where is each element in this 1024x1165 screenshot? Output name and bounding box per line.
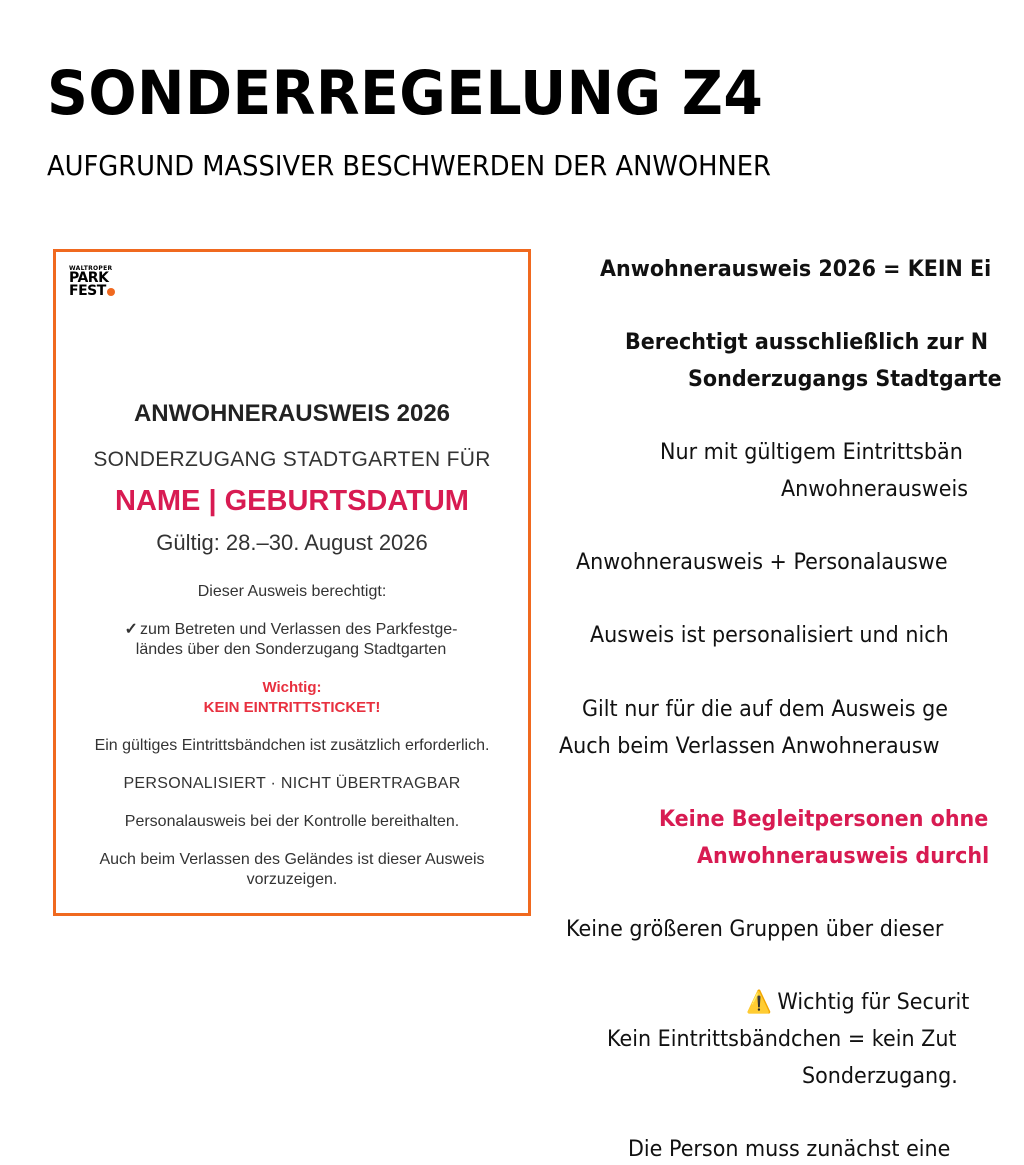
pass-subtitle: SONDERZUGANG STADTGARTEN FÜR <box>93 448 491 471</box>
rule-no-groups: Keine größeren Gruppen über dieser <box>566 917 944 942</box>
rule-no-ticket: Anwohnerausweis 2026 = KEIN Ei <box>600 257 992 282</box>
rule-security-line-2: Kein Eintrittsbändchen = kein Zut <box>607 1027 957 1052</box>
logo-dot-icon <box>107 288 115 296</box>
rule-security-line-3: Sonderzugang. <box>802 1064 958 1089</box>
rule-valid-persons-line-2: Auch beim Verlassen Anwohnerausw <box>559 734 940 759</box>
pass-personalized-note: PERSONALISIERT · NICHT ÜBERTRAGBAR <box>123 775 461 792</box>
rule-security-label: Wichtig für Securit <box>777 990 970 1015</box>
pass-valid-dates: Gültig: 28.–30. August 2026 <box>156 530 428 555</box>
resident-pass-card <box>53 249 531 916</box>
page-subtitle: AUFGRUND MASSIVER BESCHWERDEN DER ANWOHNER <box>47 149 771 182</box>
logo-line-2: FEST <box>69 285 115 298</box>
logo-small-text: WALTROPER <box>69 265 113 272</box>
pass-no-ticket-warning: KEIN EINTRITTSTICKET! <box>203 699 381 716</box>
rule-person-must: Die Person muss zunächst eine <box>628 1137 951 1162</box>
rule-no-companions-line-1: Keine Begleitpersonen ohne <box>659 807 989 832</box>
pass-important-label: Wichtig: <box>262 679 322 696</box>
pass-entitlement-item <box>106 620 476 660</box>
warning-icon: ⚠️ <box>746 990 772 1015</box>
pass-id-note: Personalausweis bei der Kontrolle bereithalten. <box>124 813 460 830</box>
pass-entitlement-text: zum Betreten und Verlassen des Parkfestge-ländes über den Sonderzugang Stadtgarten <box>135 621 458 658</box>
parkfest-logo <box>69 266 115 298</box>
pass-leave-note: Auch beim Verlassen des Geländes ist dieser Ausweis vorzuzeigen. <box>99 851 485 888</box>
rule-wristband-line-2: Anwohnerausweis <box>781 477 968 502</box>
rules-column <box>544 0 1024 1165</box>
rule-valid-persons-line-1: Gilt nur für die auf dem Ausweis ge <box>582 697 948 722</box>
rule-id-required: Anwohnerausweis + Personalauswe <box>576 550 948 575</box>
page-title: SONDERREGELUNG Z4 <box>47 58 764 129</box>
rule-entitlement-line-1: Berechtigt ausschließlich zur N <box>625 330 989 355</box>
pass-name-line: NAME | GEBURTSDATUM <box>115 485 469 517</box>
rule-security-heading <box>746 989 969 1017</box>
checkmark-icon: ✓ <box>124 621 138 638</box>
logo-line-1: PARK <box>69 270 109 286</box>
pass-wristband-note: Ein gültiges Eintrittsbändchen ist zusätzlich erforderlich. <box>94 737 490 754</box>
rule-personalized: Ausweis ist personalisiert und nich <box>590 623 949 648</box>
rule-no-companions-line-2: Anwohnerausweis durchl <box>697 844 990 869</box>
rule-wristband-line-1: Nur mit gültigem Eintrittsbän <box>660 440 963 465</box>
rule-entitlement-line-2: Sonderzugangs Stadtgarte <box>688 367 1002 392</box>
pass-title: ANWOHNERAUSWEIS 2026 <box>133 400 451 427</box>
pass-entitles-heading: Dieser Ausweis berechtigt: <box>197 583 387 600</box>
